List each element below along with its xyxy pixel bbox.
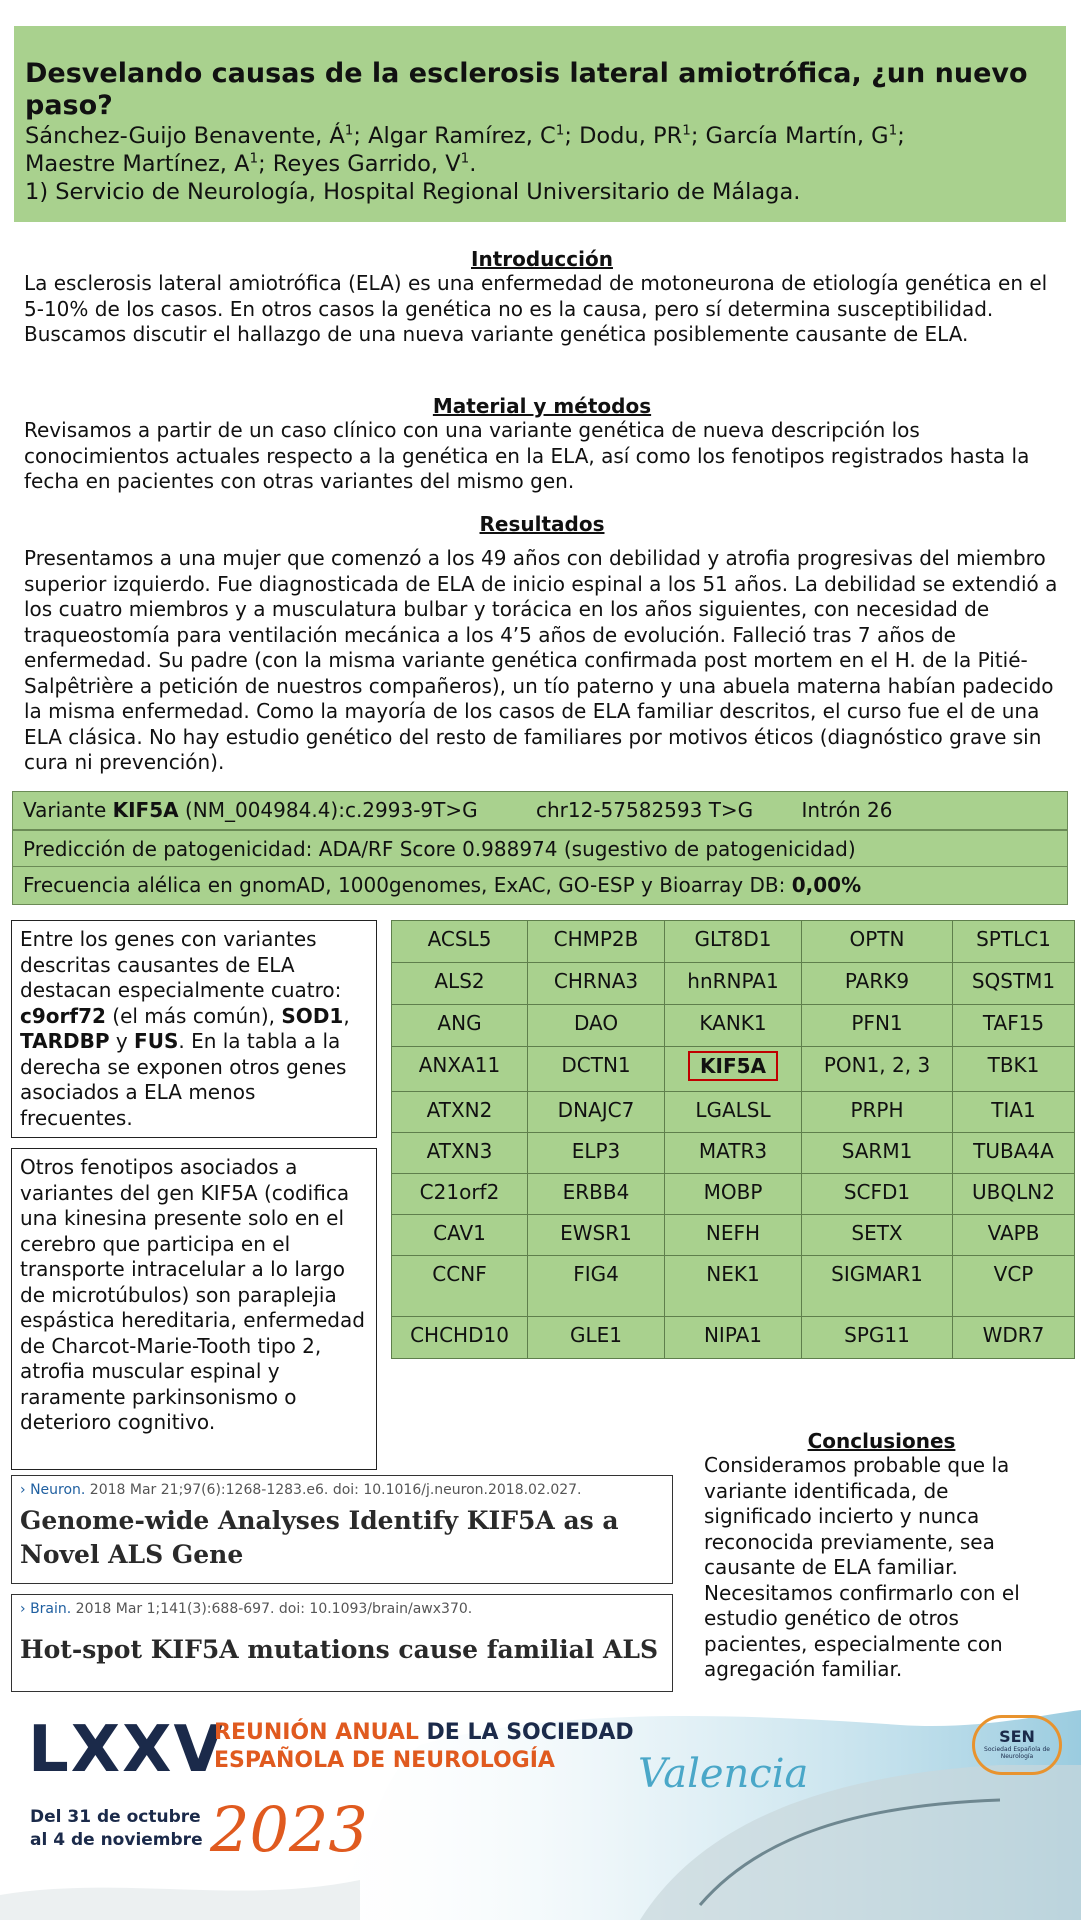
gene-name: SQSTM1: [971, 969, 1056, 993]
gene-name: ERBB4: [562, 1180, 630, 1204]
gene-name: DAO: [573, 1011, 619, 1035]
gene-name: ACSL5: [427, 927, 492, 951]
citation-meta: › Brain. 2018 Mar 1;141(3):688-697. doi: 10.1093/brain/awx370.: [20, 1601, 473, 1617]
section-resultados: [24, 512, 1060, 776]
authors-line-1: Sánchez-Guijo Benavente, $Á^1$; Algar Ramírez, $C^1$; Dodu, $PR^1$; García Martín, $G^1$;: [25, 122, 905, 149]
gene-name: TBK1: [987, 1053, 1040, 1077]
frequency-row: Frecuencia alélica en gnomAD, 1000genomes, ExAC, GO-ESP y Bioarray DB: 0,00%: [12, 866, 1068, 905]
gene-name: VAPB: [987, 1221, 1040, 1245]
gene-cell: [953, 1174, 1075, 1215]
resultados-text: Presentamos a una mujer que comenzó a los 49 años con debilidad y atrofia progresivas del miembro superior izquierdo. Fue diagnosticada de ELA de inicio espinal a los 51 años. La debilidad se extendió a los cuatro miembros y a musculatura bulbar y torácica en los años siguientes, con necesidad de traqueostomía para ventilación mecánica a los 4’5 años de evolución. Falleció tras 7 años de enfermedad. Su padre (con la misma variante genética confirmada post mortem en el H. de la Pitié-Salpêtrière a petición de nuestros compañeros), un tío paterno y una abuela materna habían padecido la misma enfermedad. Como la mayoría de los casos de ELA familiar descritos, el curso fue el de una ELA clásica. No hay estudio genético del resto de familiares por motivos éticos (diagnóstico grave sin cura ni prevención).: [24, 546, 1058, 774]
genes-info-box: Entre los genes con variantes descritas causantes de ELA destacan especialmente cuatro: c9orf72 (el más común), SOD1, TARDBP y FUS. En la tabla a la derecha se exponen otros genes asociados a ELA menos frecuentes.: [11, 920, 377, 1138]
gene-row: [392, 1092, 1075, 1133]
gene-cell: [528, 963, 665, 1005]
gene-name: SETX: [851, 1221, 903, 1245]
conclusiones-heading: Conclusiones: [807, 1429, 956, 1453]
gene-cell: [953, 1047, 1075, 1092]
conference-name: REUNIÓN ANUAL DE LA SOCIEDAD ESPAÑOLA DE NEUROLOGÍA: [214, 1720, 634, 1773]
gene-row: [392, 1215, 1075, 1256]
gene-name: NEFH: [705, 1221, 761, 1245]
phenotypes-box: Otros fenotipos asociados a variantes del gen KIF5A (codifica una kinesina presente solo en el cerebro que participa en el transporte intracelular a lo largo de microtúbulos) son paraplejia espástica hereditaria, enfermedad de Charcot-Marie-Tooth tipo 2, atrofia muscular espinal y raramente parkinsonismo o deterioro cognitivo.: [11, 1148, 377, 1470]
gene-cell: [528, 921, 665, 963]
edition-number: LXXV: [28, 1713, 225, 1787]
gene-name: CHCHD10: [410, 1323, 509, 1347]
gene-name: GLE1: [569, 1323, 622, 1347]
citation-meta: › Neuron. 2018 Mar 21;97(6):1268-1283.e6. doi: 10.1016/j.neuron.2018.02.027.: [20, 1482, 582, 1498]
gene-name: NIPA1: [703, 1323, 763, 1347]
gene-cell: [392, 1047, 528, 1092]
gene-row: [392, 1133, 1075, 1174]
gene-cell: [392, 921, 528, 963]
gene-cell: [392, 1092, 528, 1133]
gene-cell: [392, 1215, 528, 1256]
gene-cell: [392, 1005, 528, 1047]
citation-card-1[interactable]: [11, 1475, 673, 1584]
gene-name: PON1, 2, 3: [823, 1053, 931, 1077]
header-banner: [14, 26, 1066, 222]
gene-name: DCTN1: [561, 1053, 631, 1077]
gene-name: C21orf2: [419, 1180, 500, 1204]
gene-name: SPTLC1: [976, 927, 1051, 951]
section-conclusiones: [704, 1429, 1059, 1683]
gene-cell: [802, 1174, 953, 1215]
gene-cell: [528, 1133, 665, 1174]
poster-title: Desvelando causas de la esclerosis lateral amiotrófica, ¿un nuevo paso?: [25, 58, 1028, 121]
gene-cell: [665, 1317, 802, 1359]
conference-dates: Del 31 de octubre al 4 de noviembre: [30, 1807, 203, 1850]
gene-cell: [802, 921, 953, 963]
gene-name: KANK1: [699, 1011, 767, 1035]
gene-name: ELP3: [571, 1139, 621, 1163]
gene-cell: [802, 1133, 953, 1174]
section-metodos: [24, 394, 1060, 495]
gene-cell: [528, 1317, 665, 1359]
gene-name: PRPH: [850, 1098, 904, 1122]
gene-cell: [665, 963, 802, 1005]
metodos-text: Revisamos a partir de un caso clínico con una variante genética de nueva descripción los conocimientos actuales respecto a la genética en la ELA, así como los fenotipos registrados hasta la fecha en pacientes con otras variantes del mismo gen.: [24, 418, 1030, 493]
gene-cell: [665, 1047, 802, 1092]
gene-cell: [528, 1215, 665, 1256]
gene-name: CHMP2B: [553, 927, 639, 951]
gene-cell: [665, 921, 802, 963]
gene-name: MATR3: [698, 1139, 768, 1163]
gene-name: EWSR1: [560, 1221, 632, 1245]
gene-cell: [953, 921, 1075, 963]
introduccion-text: La esclerosis lateral amiotrófica (ELA) es una enfermedad de motoneurona de etiología genética en el 5-10% de los casos. En otros casos la genética no es la causa, pero sí determina susceptibilidad. Buscamos discutir el hallazgo de una nueva variante genética posiblemente causante de ELA.: [24, 271, 1048, 346]
gene-name: SPG11: [844, 1323, 910, 1347]
gene-cell: [802, 1256, 953, 1317]
citation-title[interactable]: Hot-spot KIF5A mutations cause familial ALS: [20, 1635, 659, 1664]
gene-name: NEK1: [706, 1262, 760, 1286]
gene-row: [392, 1256, 1075, 1317]
prediction-row: Predicción de patogenicidad: ADA/RF Score 0.988974 (sugestivo de patogenicidad): [12, 830, 1068, 869]
gene-cell: [953, 1256, 1075, 1317]
gene-name: TIA1: [991, 1098, 1036, 1122]
gene-cell: [665, 1256, 802, 1317]
gene-cell: [392, 963, 528, 1005]
gene-name: LGALSL: [695, 1098, 771, 1122]
citation-title[interactable]: Genome-wide Analyses Identify KIF5A as a Novel ALS Gene: [20, 1506, 619, 1569]
citation-card-2[interactable]: [11, 1594, 673, 1692]
gene-cell: [802, 1215, 953, 1256]
gene-name: ANG: [437, 1011, 482, 1035]
authors-line-2: Maestre Martínez, $A^1$; Reyes Garrido, $V^1$.: [25, 150, 477, 177]
gene-name: ANXA11: [418, 1053, 501, 1077]
gene-cell: [953, 1215, 1075, 1256]
gene-cell: [392, 1317, 528, 1359]
gene-cell: [802, 1047, 953, 1092]
gene-cell: [802, 963, 953, 1005]
conference-city: Valencia: [638, 1751, 809, 1797]
gene-cell: [528, 1174, 665, 1215]
highlighted-gene: KIF5A: [688, 1051, 778, 1081]
gene-cell: [953, 1092, 1075, 1133]
conclusiones-text: Consideramos probable que la variante identificada, de significado incierto y nunca reconocida previamente, sea causante de ELA familiar. Necesitamos confirmarlo con el estudio genético de otros pacientes, especialmente con agregación familiar.: [704, 1453, 1020, 1681]
gene-cell: [392, 1256, 528, 1317]
section-introduccion: [24, 247, 1060, 348]
gene-name: SIGMAR1: [831, 1262, 923, 1286]
gene-name: PARK9: [844, 969, 910, 993]
introduccion-heading: Introducción: [471, 247, 613, 271]
gene-cell: [953, 1005, 1075, 1047]
gene-cell: [392, 1133, 528, 1174]
gene-cell: [528, 1005, 665, 1047]
gene-cell: [528, 1047, 665, 1092]
gene-name: ATXN3: [426, 1139, 493, 1163]
gene-cell: [802, 1092, 953, 1133]
gene-name: OPTN: [849, 927, 905, 951]
gene-name: CAV1: [433, 1221, 486, 1245]
gene-table: [391, 920, 1075, 1359]
gene-name: SCFD1: [843, 1180, 911, 1204]
gene-cell: [665, 1133, 802, 1174]
gene-name: ALS2: [434, 969, 485, 993]
gene-cell: [665, 1092, 802, 1133]
gene-cell: [392, 1174, 528, 1215]
affiliation: 1) Servicio de Neurología, Hospital Regional Universitario de Málaga.: [25, 179, 801, 205]
gene-name: ATXN2: [426, 1098, 493, 1122]
gene-row: [392, 1047, 1075, 1092]
gene-row: [392, 963, 1075, 1005]
gene-name: VCP: [993, 1262, 1034, 1286]
gene-name: PFN1: [851, 1011, 903, 1035]
gene-cell: [802, 1005, 953, 1047]
resultados-heading: Resultados: [479, 512, 605, 536]
gene-name: CCNF: [432, 1262, 487, 1286]
gene-cell: [665, 1005, 802, 1047]
gene-name: GLT8D1: [694, 927, 772, 951]
gene-name: FIG4: [573, 1262, 619, 1286]
conference-year: 2023: [210, 1793, 368, 1866]
gene-table-wrap: [391, 920, 1075, 1359]
gene-cell: [953, 1317, 1075, 1359]
gene-name: WDR7: [982, 1323, 1045, 1347]
gene-name: DNAJC7: [557, 1098, 635, 1122]
gene-row: [392, 1005, 1075, 1047]
gene-row: [392, 1317, 1075, 1359]
gene-cell: [802, 1317, 953, 1359]
gene-cell: [528, 1092, 665, 1133]
gene-cell: [953, 963, 1075, 1005]
metodos-heading: Material y métodos: [432, 394, 652, 418]
gene-name: CHRNA3: [553, 969, 639, 993]
gene-name: UBQLN2: [972, 1180, 1055, 1204]
sen-logo: SEN Sociedad Española de Neurología: [972, 1715, 1062, 1775]
gene-cell: [953, 1133, 1075, 1174]
gene-name: SARM1: [841, 1139, 913, 1163]
gene-row: [392, 921, 1075, 963]
gene-name: MOBP: [703, 1180, 763, 1204]
gene-name: TUBA4A: [973, 1139, 1054, 1163]
gene-cell: [665, 1174, 802, 1215]
variant-row: Variante KIF5A (NM_004984.4):c.2993-9T>G chr12-57582593 T>G Intrón 26: [12, 791, 1068, 830]
gene-name: hnRNPA1: [687, 969, 779, 993]
gene-cell: [665, 1215, 802, 1256]
conference-banner: [0, 1705, 1081, 1920]
gene-row: [392, 1174, 1075, 1215]
gene-name: TAF15: [982, 1011, 1045, 1035]
gene-cell: [528, 1256, 665, 1317]
